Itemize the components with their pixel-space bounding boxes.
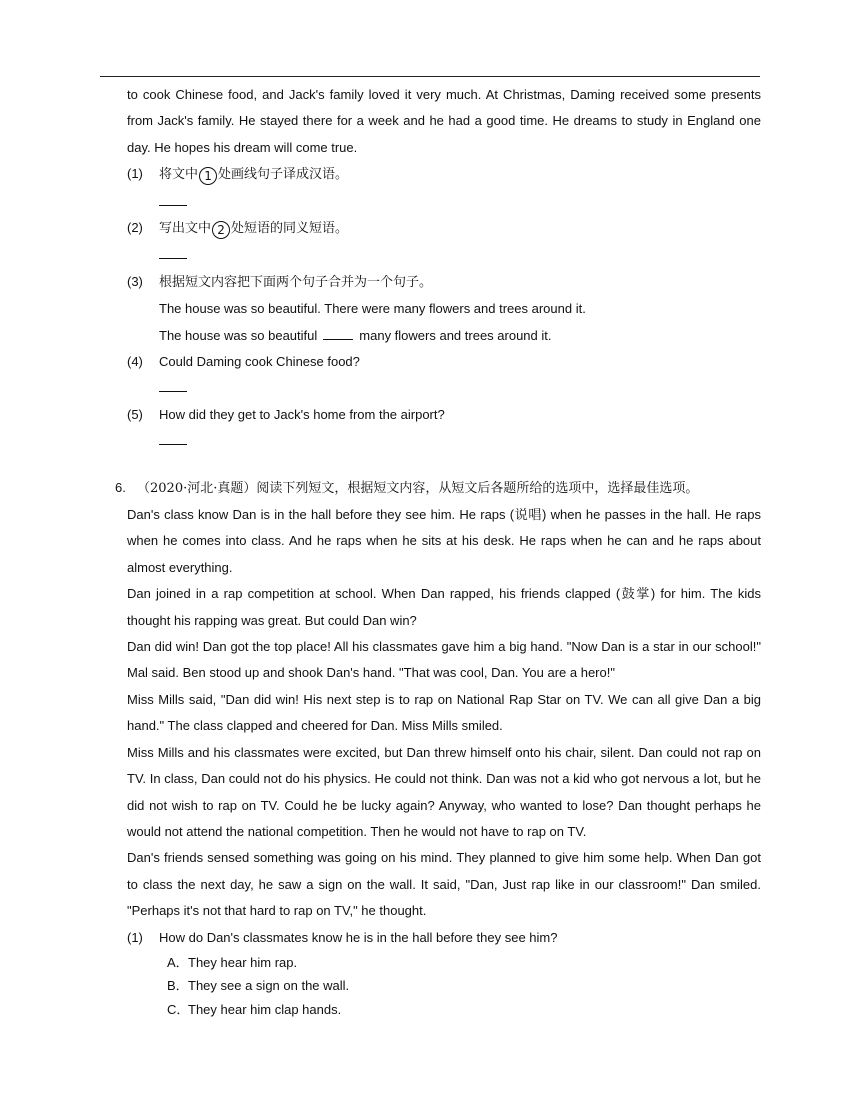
option-letter: C． bbox=[167, 1001, 190, 1017]
question-text: How did they get to Jack's home from the airport? bbox=[159, 406, 445, 422]
passage-paragraph: Dan's friends sensed something was going on his mind. They planned to give him some help. When Dan got to class the next day, he saw a sign on the wall. It said, "Dan, Just rap like in our classroom!" Dan smiled. "Perhaps it's not that hard to rap on TV," he thought. bbox=[127, 850, 761, 919]
fill-in-sentence: The house was so beautiful many flowers and trees around it. bbox=[127, 323, 761, 349]
answer-blank[interactable] bbox=[159, 242, 187, 259]
passage-paragraph: Dan's class know Dan is in the hall before they see him. He raps (说唱) when he passes in the hall. He raps when he comes into class. And he raps when he sits at his desk. He raps when he can and he raps about almost everything. bbox=[127, 507, 761, 575]
question-number: (5) bbox=[127, 406, 143, 422]
question-number: (3) bbox=[127, 273, 143, 289]
passage-paragraph: Miss Mills said, "Dan did win! His next step is to rap on National Rap Star on TV. We can all give Dan a big hand." The class clapped and cheered for Dan. Miss Mills smiled. bbox=[127, 691, 761, 734]
answer-line[interactable] bbox=[127, 428, 761, 454]
question-number: (4) bbox=[127, 354, 143, 370]
question-text: Could Daming cook Chinese food? bbox=[159, 354, 360, 370]
circled-number: 2 bbox=[212, 221, 230, 239]
option-text: They hear him clap hands. bbox=[188, 1001, 342, 1017]
page-content bbox=[115, 82, 761, 1021]
option-c[interactable] bbox=[127, 998, 761, 1021]
passage-paragraph: Dan did win! Dan got the top place! All his classmates gave him a big hand. "Now Dan is a star in our school!" Mal said. Ben stood up and shook Dan's hand. "That was cool, Dan. You are a hero!" bbox=[127, 639, 761, 681]
option-a[interactable] bbox=[127, 951, 761, 974]
question-instructions: （2020·河北·真题）阅读下列短文，根据短文内容，从短文后各题所给的选项中，选择最佳选项。 bbox=[137, 480, 699, 496]
circled-number: 1 bbox=[199, 167, 217, 185]
question-number: (2) bbox=[127, 220, 143, 236]
answer-blank[interactable] bbox=[159, 189, 187, 206]
option-letter: B． bbox=[167, 978, 189, 994]
answer-line[interactable] bbox=[127, 242, 761, 268]
question-text: 根据短文内容把下面两个句子合并为一个句子。 bbox=[159, 274, 433, 290]
question-6-1 bbox=[127, 925, 761, 951]
sentence-line: The house was so beautiful. There were many flowers and trees around it. bbox=[159, 301, 586, 317]
passage-paragraph: Dan joined in a rap competition at school. When Dan rapped, his friends clapped (鼓掌) for him. The kids thought his rapping was great. But could Dan win? bbox=[127, 586, 761, 628]
header-rule bbox=[100, 76, 760, 77]
option-text: They see a sign on the wall. bbox=[188, 978, 350, 994]
passage-paragraph: Miss Mills and his classmates were excited, but Dan threw himself onto his chair, silent. Dan could not rap on TV. In class, Dan could not do his physics. He could not think. Dan was not a kid who got nervous a lot, but he did not wish to rap on TV. Could he be lucky again? Anyway, who wanted to lose? Dan thought perhaps he would not attend the national competition. Then he would not have to rap on TV. bbox=[127, 744, 761, 839]
question-6-header bbox=[115, 475, 761, 502]
question-number: (1) bbox=[127, 929, 143, 945]
question-text: 写出文中 2 处短语的同义短语。 bbox=[159, 221, 349, 238]
answer-blank[interactable] bbox=[323, 325, 353, 340]
option-b[interactable] bbox=[127, 974, 761, 997]
answer-blank[interactable] bbox=[159, 375, 187, 392]
question-5-1 bbox=[127, 161, 761, 188]
answer-blank[interactable] bbox=[159, 428, 187, 445]
question-5-4 bbox=[127, 349, 761, 375]
option-letter: A． bbox=[167, 954, 189, 970]
question-number: 6. bbox=[115, 479, 126, 495]
question-text: How do Dan's classmates know he is in the hall before they see him? bbox=[159, 929, 558, 945]
question-5-3 bbox=[127, 269, 761, 296]
passage-paragraph: to cook Chinese food, and Jack's family loved it very much. At Christmas, Daming received some presents from Jack's family. He stayed there for a week and he had a good time. He dreams to study in England one day. He hopes his dream will come true. bbox=[127, 87, 761, 155]
option-text: They hear him rap. bbox=[188, 954, 298, 970]
question-text: 将文中 1 处画线句子译成汉语。 bbox=[159, 167, 349, 184]
answer-line[interactable] bbox=[127, 189, 761, 215]
question-5-5 bbox=[127, 402, 761, 428]
answer-line[interactable] bbox=[127, 375, 761, 401]
question-5-2 bbox=[127, 215, 761, 242]
question-number: (1) bbox=[127, 166, 143, 182]
